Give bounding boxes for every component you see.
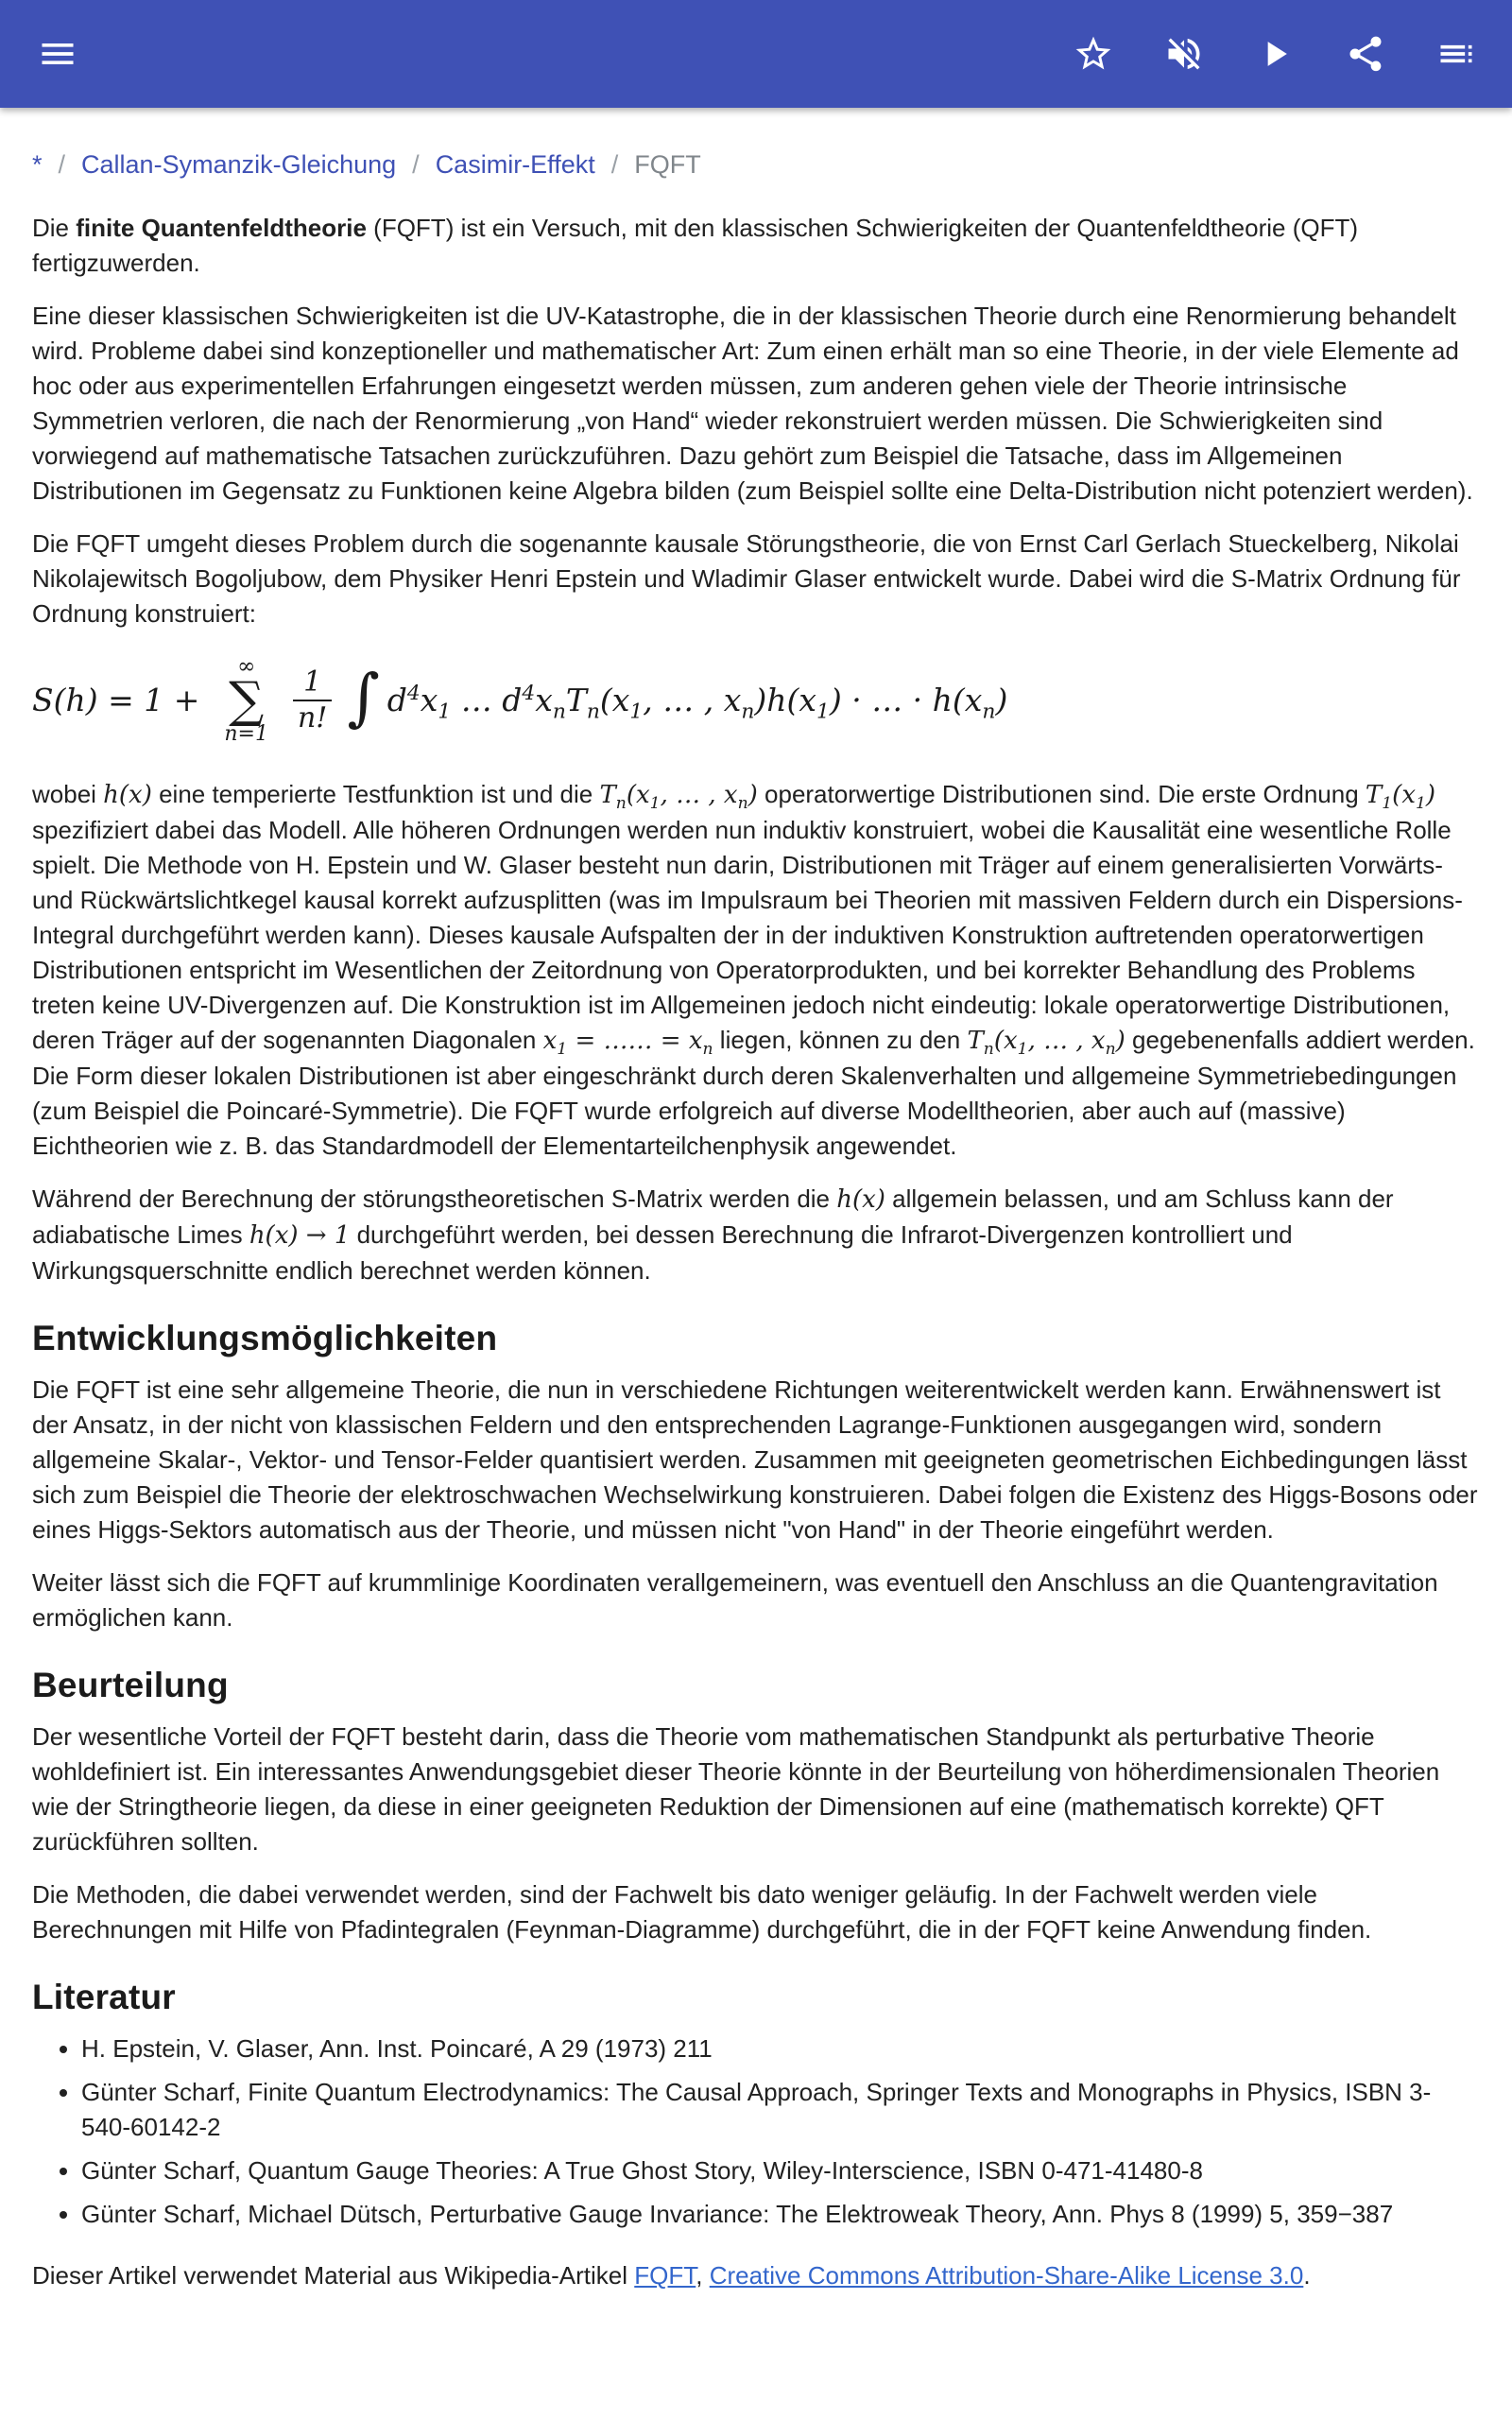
section-heading: Literatur <box>32 1978 176 2017</box>
section-heading: Entwicklungsmöglichkeiten <box>32 1319 498 1358</box>
integral-symbol: ∫ <box>347 661 380 735</box>
article-post <box>32 777 1480 2232</box>
literature-list <box>32 2031 1480 2232</box>
share-icon <box>1345 33 1386 75</box>
summation-symbol <box>224 656 268 745</box>
breadcrumb-link[interactable]: Casimir-Effekt <box>435 150 595 179</box>
breadcrumb-separator: / <box>412 150 420 179</box>
footer-text: Dieser Artikel verwendet Material aus Wikipedia-Artikel FQFT, Creative Commons Attribution-Share-Alike License 3.0. <box>32 2261 1311 2290</box>
play-button[interactable] <box>1244 23 1306 85</box>
fraction-numerator: 1 <box>303 666 322 700</box>
literature-item: • Günter Scharf, Quantum Gauge Theories: A True Ghost Story, Wiley-Interscience, ISBN 0-471-41480-8 <box>81 2153 1480 2188</box>
volume-off-icon <box>1163 33 1205 75</box>
formula-lhs: S(h) = 1 + <box>32 682 200 719</box>
mute-button[interactable] <box>1153 23 1215 85</box>
breadcrumb-link[interactable]: * <box>32 150 43 179</box>
inline-math: $T_n(x_1$, … , $x_n$) <box>599 781 758 814</box>
breadcrumb-separator: / <box>58 150 66 179</box>
footer <box>32 2258 1480 2293</box>
paragraph: Die FQFT umgeht dieses Problem durch die sogenannte kausale Störungstheorie, die von Ernst Carl Gerlach Stueckelberg, Nikolai Nikolajewitsch Bogoljubow, dem Physiker Henri Epstein und Wladimir Glaser entwickelt wurde. Dabei wird die S-Matrix Ordnung für Ordnung konstruiert: <box>32 529 1461 628</box>
paragraph: Eine dieser klassischen Schwierigkeiten ist die UV-Katastrophe, die in der klassischen Theorie durch eine Renormierung behandelt wird. Probleme dabei sind konzeptioneller und mathematischer Art: Zum einen erhält man so eine Theorie, in der viele Elemente ad hoc oder aus experimentellen Erfahrungen eingesetzt werden müssen, zum anderen gehen viele der Theorie intrinsische Symmetrien verloren, die nach der Renormierung „von Hand“ wieder rekonstruiert werden müssen. Die Schwierigkeiten sind vorwiegend auf mathematische Tatsachen zurückzuführen. Dazu gehört zum Beispiel die Tatsache, dass im Allgemeinen Distributionen im Gegensatz zu Funktionen keine Algebra bilden (zum Beispiel sollte eine Delta-Distribution nicht potenziert werden). <box>32 302 1473 505</box>
share-button[interactable] <box>1334 23 1397 85</box>
section-heading: Beurteilung <box>32 1666 229 1705</box>
toc-icon <box>1435 33 1477 75</box>
fraction-denominator: n! <box>293 700 332 735</box>
bold-term: finite Quantenfeldtheorie <box>76 214 367 242</box>
paragraph: wobei h(x) eine temperierte Testfunktion ist und die $T_n(x_1$, … , $x_n$) operatorwertige Distributionen sind. Die erste Ordnung $T_1(x_1)$ spezifiziert dabei das Modell. Alle höheren Ordnungen werden nun induktiv konstruiert, wobei die Kausalität eine wesentliche Rolle spielt. Die Methode von H. Epstein und W. Glaser besteht nun darin, Distributionen mit Träger auf einem generalisierten Vorwärts- und Rückwärtslichtkegel kausal korrekt aufzusplitten (was im Impulsraum bei Theorien mit massiven Feldern durch ein Dispersions-Integral durchgeführt werden kann). Dieses kausale Aufspalten der in der induktiven Konstruktion auftretenden operatorwertigen Distributionen entspricht im Wesentlichen der Zeitordnung von Operatorprodukten, und bei korrekter Behandlung des Problems treten keine UV-Divergenzen auf. Die Konstruktion ist im Allgemeinen jedoch nicht eindeutig: lokale operatorwertige Distributionen, deren Träger auf der sogenannten Diagonalen $x_1$ = …… = $x_n$ liegen, können zu den $T_n(x_1$, … , $x_n$) gegebenenfalls addiert werden. Die Form dieser lokalen Distributionen ist aber eingeschränkt durch deren Skalenverhalten und allgemeine Symmetriebedingungen (zum Beispiel die Poincaré-Symmetrie). Die FQFT wurde erfolgreich auf diverse Modelltheorien, aber auch auf (massive) Eichtheorien wie z. B. das Standardmodell der Elementarteilchenphysik angewendet. <box>32 780 1475 1161</box>
appbar-actions <box>1062 23 1487 85</box>
paragraph: Während der Berechnung der störungstheoretischen S-Matrix werden die h(x) allgemein belassen, und am Schluss kann der adiabatische Limes h(x) → 1 durchgeführt werden, bei dessen Berechnung die Infrarot-Divergenzen kontrolliert und Wirkungsquerschnitte endlich berechnet werden können. <box>32 1184 1394 1286</box>
star-outline-icon <box>1073 33 1114 75</box>
formula-integrand: $d^4x_1$ … $d^4x_nT_n(x_1$, … , $x_n)h(x_1)$ · … · $h(x_n)$ <box>387 682 1008 724</box>
inline-math: h(x) <box>103 781 152 810</box>
inline-math: $T_n(x_1$, … , $x_n$) <box>967 1027 1125 1060</box>
index-button[interactable] <box>1425 23 1487 85</box>
menu-icon <box>37 33 78 75</box>
inline-math: $x_1$ = …… = $x_n$ <box>542 1027 713 1060</box>
formula-fraction <box>293 666 332 735</box>
breadcrumb <box>32 136 1480 211</box>
menu-button[interactable] <box>26 23 89 85</box>
breadcrumb-current: FQFT <box>634 150 701 179</box>
inline-math: h(x) → 1 <box>249 1221 351 1251</box>
breadcrumb-separator: / <box>610 150 619 179</box>
article <box>0 108 1512 2293</box>
breadcrumb-link[interactable]: Callan-Symanzik-Gleichung <box>81 150 397 179</box>
paragraph: Der wesentliche Vorteil der FQFT besteht darin, dass die Theorie vom mathematischen Standpunkt als perturbative Theorie wohldefiniert ist. Ein interessantes Anwendungsgebiet dieser Theorie könnte in der Beurteilung von höherdimensionalen Theorien wie der Stringtheorie liegen, da diese in einer geeigneten Reduktion der Dimensionen auf eine (mathematisch korrekte) QFT zurückführen sollten. <box>32 1722 1440 1857</box>
play-icon <box>1254 33 1296 75</box>
inline-math: h(x) <box>836 1185 885 1215</box>
inline-math: $T_1(x_1)$ <box>1365 781 1436 814</box>
paragraph: Die finite Quantenfeldtheorie (FQFT) ist ein Versuch, mit den klassischen Schwierigkeiten der Quantenfeldtheorie (QFT) fertigzuwerden. <box>32 214 1359 277</box>
paragraph: Die FQFT ist eine sehr allgemeine Theorie, die nun in verschiedene Richtungen weiterentwickelt werden kann. Erwähnenswert ist der Ansatz, in der nicht von klassischen Feldern und den entsprechenden Lagrange-Funktionen ausgegangen wird, sondern allgemeine Skalar-, Vektor- und Tensor-Felder quantisiert werden. Zusammen mit geeigneten geometrischen Eichbedingungen lässt sich zum Beispiel die Theorie der elektroschwachen Wechselwirkung konstruieren. Dabei folgen die Existenz des Higgs-Bosons oder eines Higgs-Sektors automatisch aus der Theorie, und müssen nicht "von Hand" in der Theorie eingeführt werden. <box>32 1375 1478 1545</box>
favorite-button[interactable] <box>1062 23 1125 85</box>
sum-sigma: ∑ <box>229 672 265 729</box>
app-bar <box>0 0 1512 108</box>
paragraph: Weiter lässt sich die FQFT auf krummlinige Koordinaten verallgemeinern, was eventuell den Anschluss an die Quantengravitation ermöglichen kann. <box>32 1568 1438 1633</box>
text-link[interactable]: FQFT <box>634 2261 696 2290</box>
literature-item: • Günter Scharf, Finite Quantum Electrodynamics: The Causal Approach, Springer Texts and Monographs in Physics, ISBN 3-540-60142-2 <box>81 2075 1480 2145</box>
article-pre <box>32 211 1480 631</box>
literature-item: • H. Epstein, V. Glaser, Ann. Inst. Poincaré, A 29 (1973) 211 <box>81 2031 1480 2066</box>
literature-item: • Günter Scharf, Michael Dütsch, Perturbative Gauge Invariance: The Elektroweak Theory, Ann. Phys 8 (1999) 5, 359−387 <box>81 2197 1480 2232</box>
paragraph: Die Methoden, die dabei verwendet werden, sind der Fachwelt bis dato weniger geläufig. In der Fachwelt werden viele Berechnungen mit Hilfe von Pfadintegralen (Feynman-Diagramme) durchgeführt, die in der FQFT keine Anwendung finden. <box>32 1880 1372 1945</box>
sum-lower-limit: n=1 <box>224 722 268 747</box>
s-matrix-formula <box>32 656 1480 745</box>
text-link[interactable]: Creative Commons Attribution-Share-Alike License 3.0 <box>709 2261 1304 2290</box>
sum-upper-limit: ∞ <box>237 654 256 679</box>
